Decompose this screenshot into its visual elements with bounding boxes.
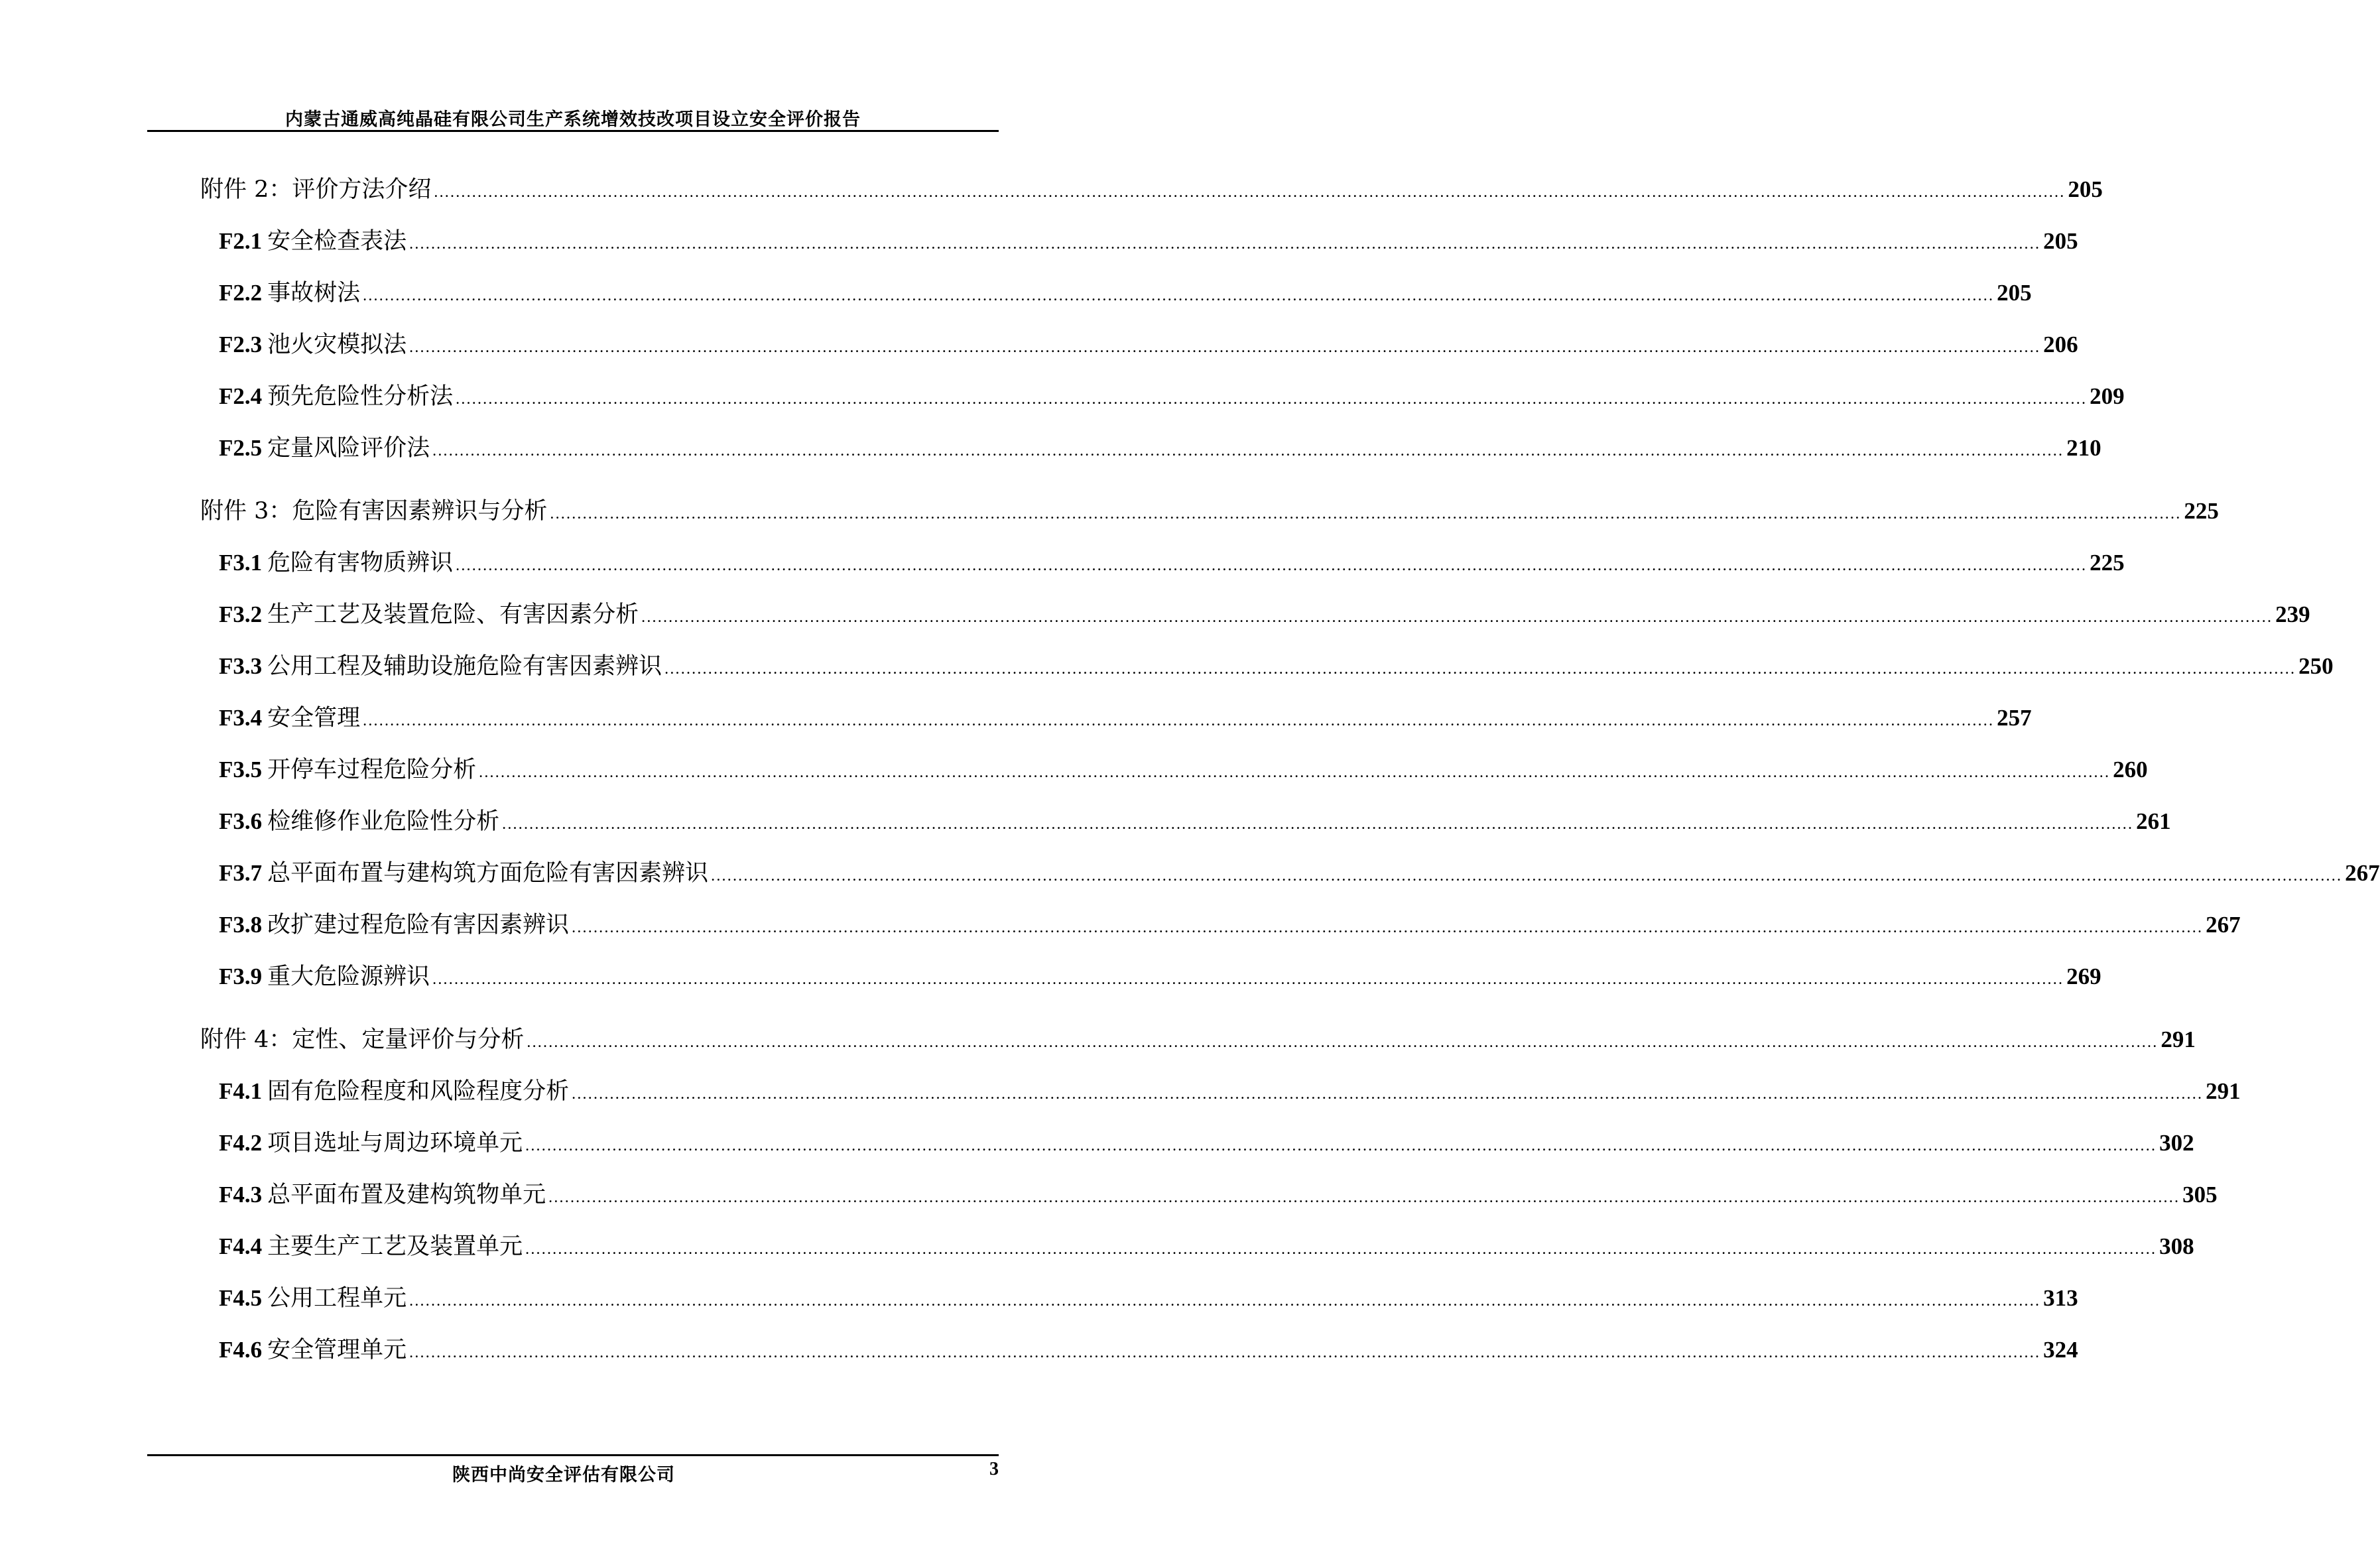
toc-entry-page-number: 324 (2043, 1337, 2078, 1363)
toc-entry-page-number: 205 (2043, 228, 2078, 254)
toc-entry-page-number: 250 (2298, 653, 2334, 679)
toc-section-entry[interactable] (219, 652, 2334, 681)
toc-entry-label: 生产工艺及装置危险、有害因素分析 (267, 601, 639, 628)
page-header-title: 内蒙古通威高纯晶硅有限公司生产系统增效技改项目设立安全评价报告 (285, 109, 861, 130)
toc-entry-label: 附件 4：定性、定量评价与分析 (200, 1026, 525, 1053)
toc-section-entry[interactable] (219, 1232, 2194, 1261)
toc-entry-page-number: 308 (2159, 1233, 2194, 1259)
toc-dot-leader: ............................................................................................................................................................................................................................................................................................................ (502, 816, 2134, 833)
toc-dot-leader: ............................................................................................................................................................................................................................................................................................................ (548, 1189, 2180, 1206)
toc-entry-number: F3.3 (219, 653, 263, 679)
toc-dot-leader: ............................................................................................................................................................................................................................................................................................................ (527, 1034, 2159, 1051)
toc-dot-leader: ............................................................................................................................................................................................................................................................................................................ (363, 712, 1995, 729)
toc-chapter-entry[interactable] (200, 497, 2219, 526)
toc-section-entry[interactable] (219, 910, 2241, 940)
toc-entry-label: 公用工程及辅助设施危险有害因素辨识 (267, 653, 662, 680)
toc-entry-number: F4.1 (219, 1078, 263, 1104)
toc-entry-number: F4.2 (219, 1130, 263, 1156)
toc-entry-number: F2.5 (219, 435, 263, 461)
toc-entry-label: 总平面布置与建构筑方面危险有害因素辨识 (267, 860, 709, 887)
toc-section-entry[interactable] (219, 279, 2032, 308)
toc-entry-label: 重大危险源辨识 (267, 963, 430, 990)
toc-entry-label: 安全检查表法 (267, 228, 407, 255)
toc-entry-number: F4.4 (219, 1233, 263, 1259)
toc-section-entry[interactable] (219, 807, 2171, 836)
toc-entry-page-number: 225 (2184, 498, 2219, 524)
toc-section-entry[interactable] (219, 1180, 2218, 1210)
toc-section-entry[interactable] (219, 227, 2078, 256)
toc-dot-leader: ............................................................................................................................................................................................................................................................................................................ (409, 339, 2041, 356)
toc-entry-label: 预先危险性分析法 (267, 383, 454, 410)
toc-dot-leader: ............................................................................................................................................................................................................................................................................................................ (432, 971, 2064, 988)
toc-entry-number: F2.2 (219, 280, 263, 306)
toc-entry-number: F3.9 (219, 963, 263, 989)
toc-entry-page-number: 313 (2043, 1285, 2078, 1311)
toc-dot-leader: ............................................................................................................................................................................................................................................................................................................ (664, 660, 2296, 678)
toc-entry-page-number: 267 (2206, 912, 2241, 938)
toc-entry-page-number: 291 (2161, 1026, 2196, 1052)
toc-dot-leader: ............................................................................................................................................................................................................................................................................................................ (434, 184, 2066, 201)
toc-entry-label: 总平面布置及建构筑物单元 (267, 1182, 546, 1208)
toc-entry-label: 安全管理 (267, 705, 361, 731)
toc-dot-leader: ............................................................................................................................................................................................................................................................................................................ (641, 609, 2273, 626)
toc-section-entry[interactable] (219, 330, 2078, 359)
toc-entry-page-number: 206 (2043, 332, 2078, 357)
toc-entry-page-number: 209 (2090, 383, 2125, 409)
toc-entry-page-number: 205 (2068, 176, 2103, 202)
toc-dot-leader: ............................................................................................................................................................................................................................................................................................................ (409, 235, 2041, 253)
toc-entry-page-number: 210 (2066, 435, 2101, 461)
toc-section-entry[interactable] (219, 600, 2310, 629)
toc-entry-number: F2.3 (219, 332, 263, 357)
toc-entry-number: F2.1 (219, 228, 263, 254)
toc-section-entry[interactable] (219, 859, 2380, 888)
toc-entry-page-number: 239 (2275, 601, 2310, 627)
toc-dot-leader: ............................................................................................................................................................................................................................................................................................................ (409, 1292, 2041, 1310)
toc-entry-label: 池火灾模拟法 (267, 332, 407, 358)
toc-dot-leader: ............................................................................................................................................................................................................................................................................................................ (572, 1086, 2204, 1103)
toc-entry-page-number: 205 (1997, 280, 2032, 306)
toc-entry-number: F3.1 (219, 550, 263, 576)
toc-dot-leader: ............................................................................................................................................................................................................................................................................................................ (572, 919, 2204, 936)
toc-section-entry[interactable] (219, 1077, 2241, 1106)
toc-dot-leader: ............................................................................................................................................................................................................................................................................................................ (525, 1137, 2157, 1154)
toc-entry-number: F3.4 (219, 705, 263, 731)
footer-divider (147, 1454, 999, 1456)
toc-entry-number: F3.6 (219, 808, 263, 834)
toc-entry-number: F2.4 (219, 383, 263, 409)
toc-section-entry[interactable] (219, 548, 2125, 578)
toc-chapter-entry[interactable] (200, 175, 2103, 204)
toc-dot-leader: ............................................................................................................................................................................................................................................................................................................ (432, 442, 2064, 460)
toc-entry-number: F3.2 (219, 601, 263, 627)
toc-dot-leader: ............................................................................................................................................................................................................................................................................................................ (525, 1241, 2157, 1258)
toc-entry-page-number: 269 (2066, 963, 2101, 989)
toc-entry-label: 附件 3：危险有害因素辨识与分析 (200, 498, 548, 525)
toc-section-entry[interactable] (219, 434, 2101, 463)
toc-entry-label: 检维修作业危险性分析 (267, 808, 500, 835)
toc-entry-label: 开停车过程危险分析 (267, 757, 477, 783)
toc-entry-page-number: 257 (1997, 705, 2032, 731)
toc-entry-page-number: 261 (2136, 808, 2171, 834)
toc-entry-page-number: 291 (2206, 1078, 2241, 1104)
toc-entry-page-number: 267 (2345, 860, 2380, 886)
footer-page-number: 3 (989, 1459, 999, 1479)
toc-section-entry[interactable] (219, 755, 2148, 784)
toc-entry-number: F4.5 (219, 1285, 263, 1311)
toc-entry-label: 固有危险程度和风险程度分析 (267, 1078, 570, 1105)
toc-entry-page-number: 302 (2159, 1130, 2194, 1156)
toc-section-entry[interactable] (219, 1284, 2078, 1313)
toc-entry-label: 定量风险评价法 (267, 435, 430, 462)
toc-entry-label: 主要生产工艺及装置单元 (267, 1233, 523, 1260)
toc-entry-page-number: 225 (2090, 550, 2125, 576)
toc-dot-leader: ............................................................................................................................................................................................................................................................................................................ (456, 391, 2088, 408)
toc-entry-number: F4.6 (219, 1337, 263, 1363)
toc-entry-page-number: 305 (2182, 1182, 2218, 1208)
header-divider (147, 130, 999, 132)
toc-entry-label: 危险有害物质辨识 (267, 550, 454, 576)
toc-entry-number: F3.5 (219, 757, 263, 782)
toc-entry-label: 改扩建过程危险有害因素辨识 (267, 912, 570, 938)
toc-section-entry[interactable] (219, 962, 2101, 991)
toc-section-entry[interactable] (219, 1129, 2194, 1158)
toc-entry-label: 公用工程单元 (267, 1285, 407, 1312)
toc-entry-number: F3.7 (219, 860, 263, 886)
toc-dot-leader: ............................................................................................................................................................................................................................................................................................................ (550, 505, 2182, 523)
toc-entry-number: F3.8 (219, 912, 263, 938)
toc-chapter-entry[interactable] (200, 1025, 2196, 1054)
footer-company-name: 陕西中尚安全评估有限公司 (452, 1465, 675, 1485)
toc-entry-label: 安全管理单元 (267, 1337, 407, 1363)
toc-entry-label: 附件 2：评价方法介绍 (200, 176, 432, 203)
toc-entry-label: 事故树法 (267, 280, 361, 306)
toc-entry-page-number: 260 (2113, 757, 2148, 782)
toc-entry-label: 项目选址与周边环境单元 (267, 1130, 523, 1156)
toc-dot-leader: ............................................................................................................................................................................................................................................................................................................ (711, 867, 2343, 885)
toc-section-entry[interactable] (219, 382, 2125, 411)
toc-section-entry[interactable] (219, 1335, 2078, 1365)
toc-section-entry[interactable] (219, 704, 2032, 733)
toc-entry-number: F4.3 (219, 1182, 263, 1208)
toc-dot-leader: ............................................................................................................................................................................................................................................................................................................ (479, 764, 2111, 781)
toc-dot-leader: ............................................................................................................................................................................................................................................................................................................ (456, 557, 2088, 574)
toc-dot-leader: ............................................................................................................................................................................................................................................................................................................ (409, 1344, 2041, 1361)
toc-dot-leader: ............................................................................................................................................................................................................................................................................................................ (363, 287, 1995, 304)
